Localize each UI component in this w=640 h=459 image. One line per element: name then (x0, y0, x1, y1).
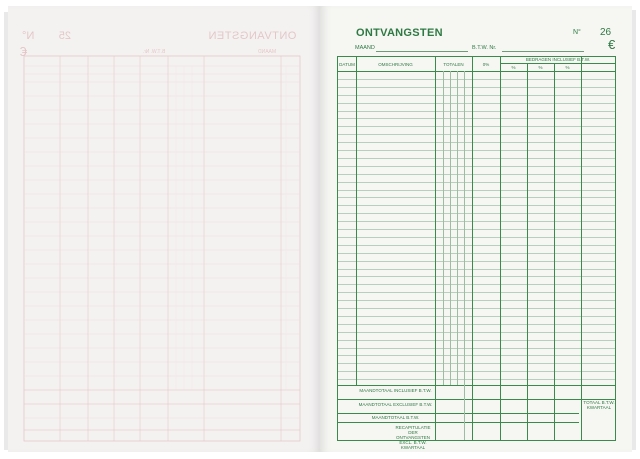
ledger-row-line (338, 95, 615, 96)
ledger-row-line (338, 118, 615, 119)
ledger-row-line (338, 261, 615, 262)
page-number: 26 (600, 27, 612, 38)
ledger-row-line (338, 150, 615, 151)
maand-field-line (376, 51, 468, 52)
ledger-row-line (338, 363, 615, 364)
ledger-row-line (338, 205, 615, 206)
totalen-subline-3 (457, 71, 458, 385)
ledger-row-line (338, 190, 615, 191)
number-label: N° (573, 29, 581, 36)
ledger-row-line (338, 166, 615, 167)
maand-label: MAAND (355, 45, 375, 51)
showthrough-btw: B.T.W. Nr. (143, 49, 166, 55)
ledger-row-line (338, 340, 615, 341)
ledger-row-line (338, 142, 615, 143)
ledger-row-line (338, 221, 615, 222)
page-title: ONTVANGSTEN (356, 27, 443, 39)
ledger-row-line (338, 213, 615, 214)
footer-line-3 (338, 413, 579, 414)
ledger-row-line (338, 87, 615, 88)
col-header-datum: DATUM (339, 62, 355, 67)
ledger-row-line (338, 379, 615, 380)
showthrough-euro-icon: € (20, 44, 28, 59)
ledger-row-line (338, 253, 615, 254)
footer-line-2 (338, 399, 615, 400)
ledger-row-line (338, 79, 615, 80)
col-header-bedragen: BEDRAGEN INCLUSIEF B.T.W. (525, 57, 591, 62)
ledger-row-line (338, 229, 615, 230)
footer-maandtotaal-incl: MAANDTOTAAL INCLUSIEF B.T.W. (359, 388, 432, 393)
ledger-row-line (338, 348, 615, 349)
showthrough-grid (8, 6, 320, 452)
ledger-row-line (338, 134, 615, 135)
btw-nr-label: B.T.W. Nr. (472, 45, 497, 51)
col-sep-datum (356, 57, 357, 385)
ledger-row-line (338, 174, 615, 175)
ledger-row-line (338, 276, 615, 277)
ledger-row-line (338, 103, 615, 104)
totalen-subline-4 (464, 71, 465, 440)
ledger-row-line (338, 332, 615, 333)
ledger-row-line (338, 158, 615, 159)
col-header-zero-pct: 0% (482, 62, 490, 67)
totalen-subline-1 (443, 71, 444, 385)
footer-line-4 (338, 422, 579, 423)
col-sep-totalen (472, 57, 473, 440)
ledger-row-line (338, 237, 615, 238)
ledger-row-line (338, 308, 615, 309)
showthrough-title: ONTVANGSTEN (208, 30, 297, 42)
left-page (8, 6, 320, 452)
col-header-pct3: % (565, 65, 570, 70)
col-header-pct2: % (538, 65, 543, 70)
footer-line-1 (338, 385, 615, 386)
col-sep-pct3 (581, 57, 582, 440)
ledger-row-line (338, 324, 615, 325)
ledger-row-line (338, 245, 615, 246)
col-sep-pct1 (527, 63, 528, 440)
col-sep-pct2 (554, 63, 555, 440)
ledger-row-line (338, 371, 615, 372)
footer-totaal-btw-kwartaal: TOTAAL B.T.W. KWARTAAL (583, 400, 615, 410)
euro-icon: € (608, 37, 616, 52)
showthrough-maand: MAAND (258, 49, 277, 55)
ledger-row-line (338, 197, 615, 198)
col-header-omschrijving: OMSCHRIJVING (378, 62, 413, 67)
footer-maandtotaal-excl: MAANDTOTAAL EXCLUSIEF B.T.W. (358, 402, 433, 407)
ledger-row-line (338, 300, 615, 301)
ledger-row-line (338, 284, 615, 285)
header-bottom-line (338, 71, 615, 72)
left-page-showthrough (8, 6, 320, 452)
ledger-row-line (338, 111, 615, 112)
ledger-row-line (338, 126, 615, 127)
ledger-row-line (338, 182, 615, 183)
col-sep-omschrijving (435, 57, 436, 440)
col-sep-zero (500, 57, 501, 440)
ledger-row-line (338, 316, 615, 317)
showthrough-nr: 25 N° (22, 30, 72, 42)
btw-nr-field-line (502, 51, 584, 52)
col-header-pct1: % (511, 65, 516, 70)
ledger-grid (337, 56, 616, 450)
footer-recapitulatie: RECAPITULATIE DER ONTVANGSTEN EXCL. B.T.W. KWARTAAL (395, 425, 431, 450)
ledger-row-line (338, 269, 615, 270)
footer-maandtotaal-btw: MAANDTOTAAL B.T.W. (371, 415, 420, 420)
ledger-row-line (338, 355, 615, 356)
totalen-subline-2 (450, 71, 451, 385)
bedragen-header-line (500, 63, 615, 64)
col-header-totalen: TOTALEN (443, 62, 464, 67)
ledger-row-line (338, 292, 615, 293)
